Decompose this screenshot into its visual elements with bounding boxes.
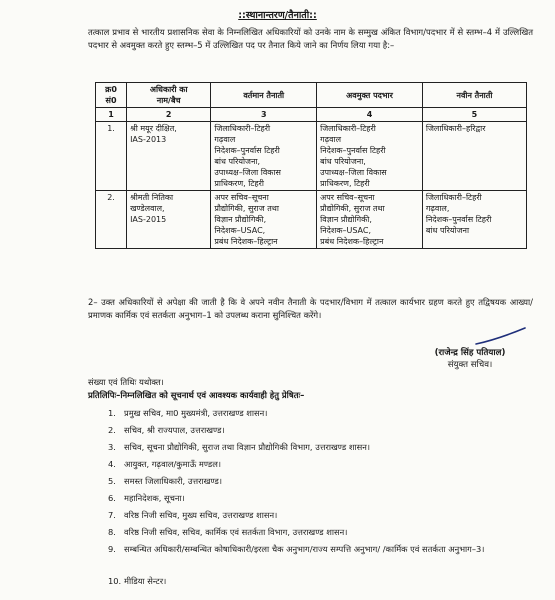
row-new-posting: जिलाधिकारी–हरिद्वार — [422, 122, 526, 191]
instruction-paragraph: 2– उक्त अधिकारियों से अपेक्षा की जाती है कि वे अपने नवीन तैनाती के पदभार/विभाग में तत्काल कार्यभार ग्रहण करते हुए तद्विषयक आख्या/प्रमाणक कार्मिक एवं सतर्कता अनुभाग–1 को उपलब्ध कराना सुनिश्चित करेंगे। — [88, 297, 533, 320]
list-item: 6. महानिदेशक, सूचना। — [108, 493, 185, 503]
list-item: 2. सचिव, श्री राज्यपाल, उत्तराखण्ड। — [108, 425, 225, 435]
list-item: 9. सम्बन्धित अधिकारी/सम्बन्धित कोषाधिकारी/इरला चैक अनुभाग/राज्य सम्पत्ति अनुभाग/ /कार्मिक एवं सतर्कता अनुभाग–3। — [108, 544, 485, 554]
list-item: 10. मीडिया सेन्टर। — [108, 576, 167, 586]
header-serial: क्र0 सं0 — [96, 83, 127, 108]
list-item: 8. वरिष्ठ निजी सचिव, सचिव, कार्मिक एवं सतर्कता विभाग, उत्तराखण्ड शासन। — [108, 527, 348, 537]
column-number: 2 — [127, 108, 211, 122]
row-relieved-charge: अपर सचिव–सूचना प्रौद्योगिकी, सुराज तथा विज्ञान प्रौद्योगिकी, निदेशक–USAC, प्रबंध निदेशक–हिल्ट्रान — [317, 191, 423, 249]
row-officer: श्री मयूर दीक्षित, IAS-2013 — [127, 122, 211, 191]
order-heading: ::स्थानान्तरण/तैनाती:: — [238, 10, 317, 21]
header-new-posting: नवीन तैनाती — [422, 83, 526, 108]
signatory-designation: संयुक्त सचिव। — [447, 360, 493, 370]
header-current-posting: वर्तमान तैनाती — [211, 83, 317, 108]
list-item: 3. सचिव, सूचना प्रौद्योगिकी, सुराज तथा विज्ञान प्रौद्योगिकी विभाग, उत्तराखण्ड शासन। — [108, 442, 370, 452]
list-item: 7. वरिष्ठ निजी सचिव, मुख्य सचिव, उत्तराखण्ड शासन। — [108, 510, 278, 520]
intro-paragraph: तत्काल प्रभाव से भारतीय प्रशासनिक सेवा के निम्नलिखित अधिकारियों को उनके नाम के सम्मुख अंकित विभाग/पदभार में से स्तम्भ–4 में उल्लिखित पदभार से अवमुक्त करते हुए स्तम्भ–5 में उल्लिखित पद पर तैनात किये जाने का निर्णय लिया गया है:– — [88, 27, 533, 50]
header-relieved-charge: अवमुक्त पदभार — [317, 83, 423, 108]
copy-to-heading: प्रतिलिपिः–निम्नलिखित को सूचनार्थ एवं आवश्यक कार्यवाही हेतु प्रेषितः– — [88, 390, 305, 400]
list-item: 4. आयुक्त, गढ़वाल/कुमाऊँ मण्डल। — [108, 459, 222, 469]
row-new-posting: जिलाधिकारी–टिहरी गढ़वाल, निदेशक–पुनर्वास टिहरी बांध परियोजना — [422, 191, 526, 249]
column-number: 3 — [211, 108, 317, 122]
signatory-block — [395, 347, 545, 371]
copy-to-section — [88, 389, 533, 401]
row-current-posting: जिलाधिकारी–टिहरी गढ़वाल निदेशक–पुनर्वास टिहरी बांध परियोजना, उपाध्यक्ष–जिला विकास प्राधिकरण, टिहरी — [211, 122, 317, 191]
column-number: 5 — [422, 108, 526, 122]
row-relieved-charge: जिलाधिकारी–टिहरी गढ़वाल निदेशक–पुनर्वास टिहरी बांध परियोजना, उपाध्यक्ष–जिला विकास प्राधिकरण, टिहरी — [317, 122, 423, 191]
row-serial: 2. — [96, 191, 127, 249]
column-number: 4 — [317, 108, 423, 122]
table-row — [96, 191, 527, 249]
list-item: 5. समस्त जिलाधिकारी, उत्तराखण्ड। — [108, 476, 222, 486]
row-current-posting: अपर सचिव–सूचना प्रौद्योगिकी, सुराज तथा विज्ञान प्रौद्योगिकी, निदेशक–USAC, प्रबंध निदेशक–हिल्ट्रान — [211, 191, 317, 249]
row-serial: 1. — [96, 122, 127, 191]
header-officer: अधिकारी का नाम/बैच — [127, 83, 211, 108]
column-number: 1 — [96, 108, 127, 122]
column-number-row — [96, 108, 527, 122]
signatory-name: (राजेन्द्र सिंह पतियाल) — [434, 348, 506, 358]
table-row — [96, 122, 527, 191]
list-item: 1. प्रमुख सचिव, मा0 मुख्यमंत्री, उत्तराखण्ड शासन। — [108, 408, 268, 418]
posting-table — [95, 82, 527, 249]
row-officer: श्रीमती नितिका खण्डेलवाल, IAS-2015 — [127, 191, 211, 249]
reference-number: संख्या एवं तिथिः यथोक्त। — [88, 377, 164, 387]
table-header-row — [96, 83, 527, 108]
signature-mark — [470, 325, 530, 347]
recipient-list — [108, 407, 538, 592]
